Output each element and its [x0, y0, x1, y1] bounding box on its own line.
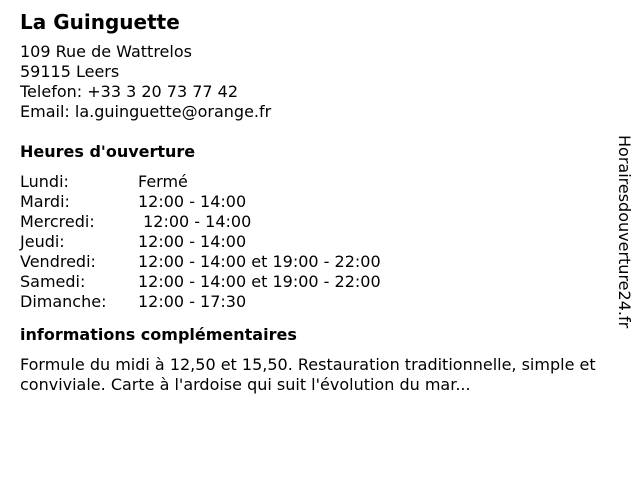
address-street: 109 Rue de Wattrelos [20, 42, 192, 61]
hours-table [20, 172, 616, 312]
hours-time: Fermé [138, 172, 188, 191]
site-watermark: Horairesdouverture24.fr [615, 135, 634, 329]
hours-row-sunday [20, 292, 616, 312]
hours-heading: Heures d'ouverture [20, 142, 196, 161]
info-description: Formule du midi à 12,50 et 15,50. Restauration traditionnelle, simple et conviviale. Carte à l'ardoise qui suit l'évolution du mar... [20, 355, 596, 394]
hours-day: Dimanche: [20, 292, 107, 311]
hours-time: 12:00 - 17:30 [138, 292, 247, 311]
hours-time: 12:00 - 14:00 et 19:00 - 22:00 [138, 272, 381, 291]
hours-day: Lundi: [20, 172, 69, 191]
hours-time: 12:00 - 14:00 [138, 232, 247, 251]
hours-row-friday [20, 252, 616, 272]
hours-time: 12:00 - 14:00 [138, 192, 247, 211]
hours-day: Mercredi: [20, 212, 95, 231]
hours-day: Vendredi: [20, 252, 96, 271]
hours-row-tuesday [20, 192, 616, 212]
hours-day: Jeudi: [20, 232, 65, 251]
address-city: 59115 Leers [20, 62, 120, 81]
hours-time: 12:00 - 14:00 et 19:00 - 22:00 [138, 252, 381, 271]
email-line: Email: la.guinguette@orange.fr [20, 102, 272, 121]
address-block [20, 42, 616, 122]
hours-day: Mardi: [20, 192, 70, 211]
hours-row-saturday [20, 272, 616, 292]
business-card [20, 10, 616, 395]
hours-day: Samedi: [20, 272, 86, 291]
info-heading: informations complémentaires [20, 325, 297, 344]
hours-row-thursday [20, 232, 616, 252]
hours-row-wednesday [20, 212, 616, 232]
hours-time: 12:00 - 14:00 [138, 212, 252, 231]
hours-row-monday [20, 172, 616, 192]
business-name: La Guinguette [20, 10, 180, 34]
phone-line: Telefon: +33 3 20 73 77 42 [20, 82, 239, 101]
